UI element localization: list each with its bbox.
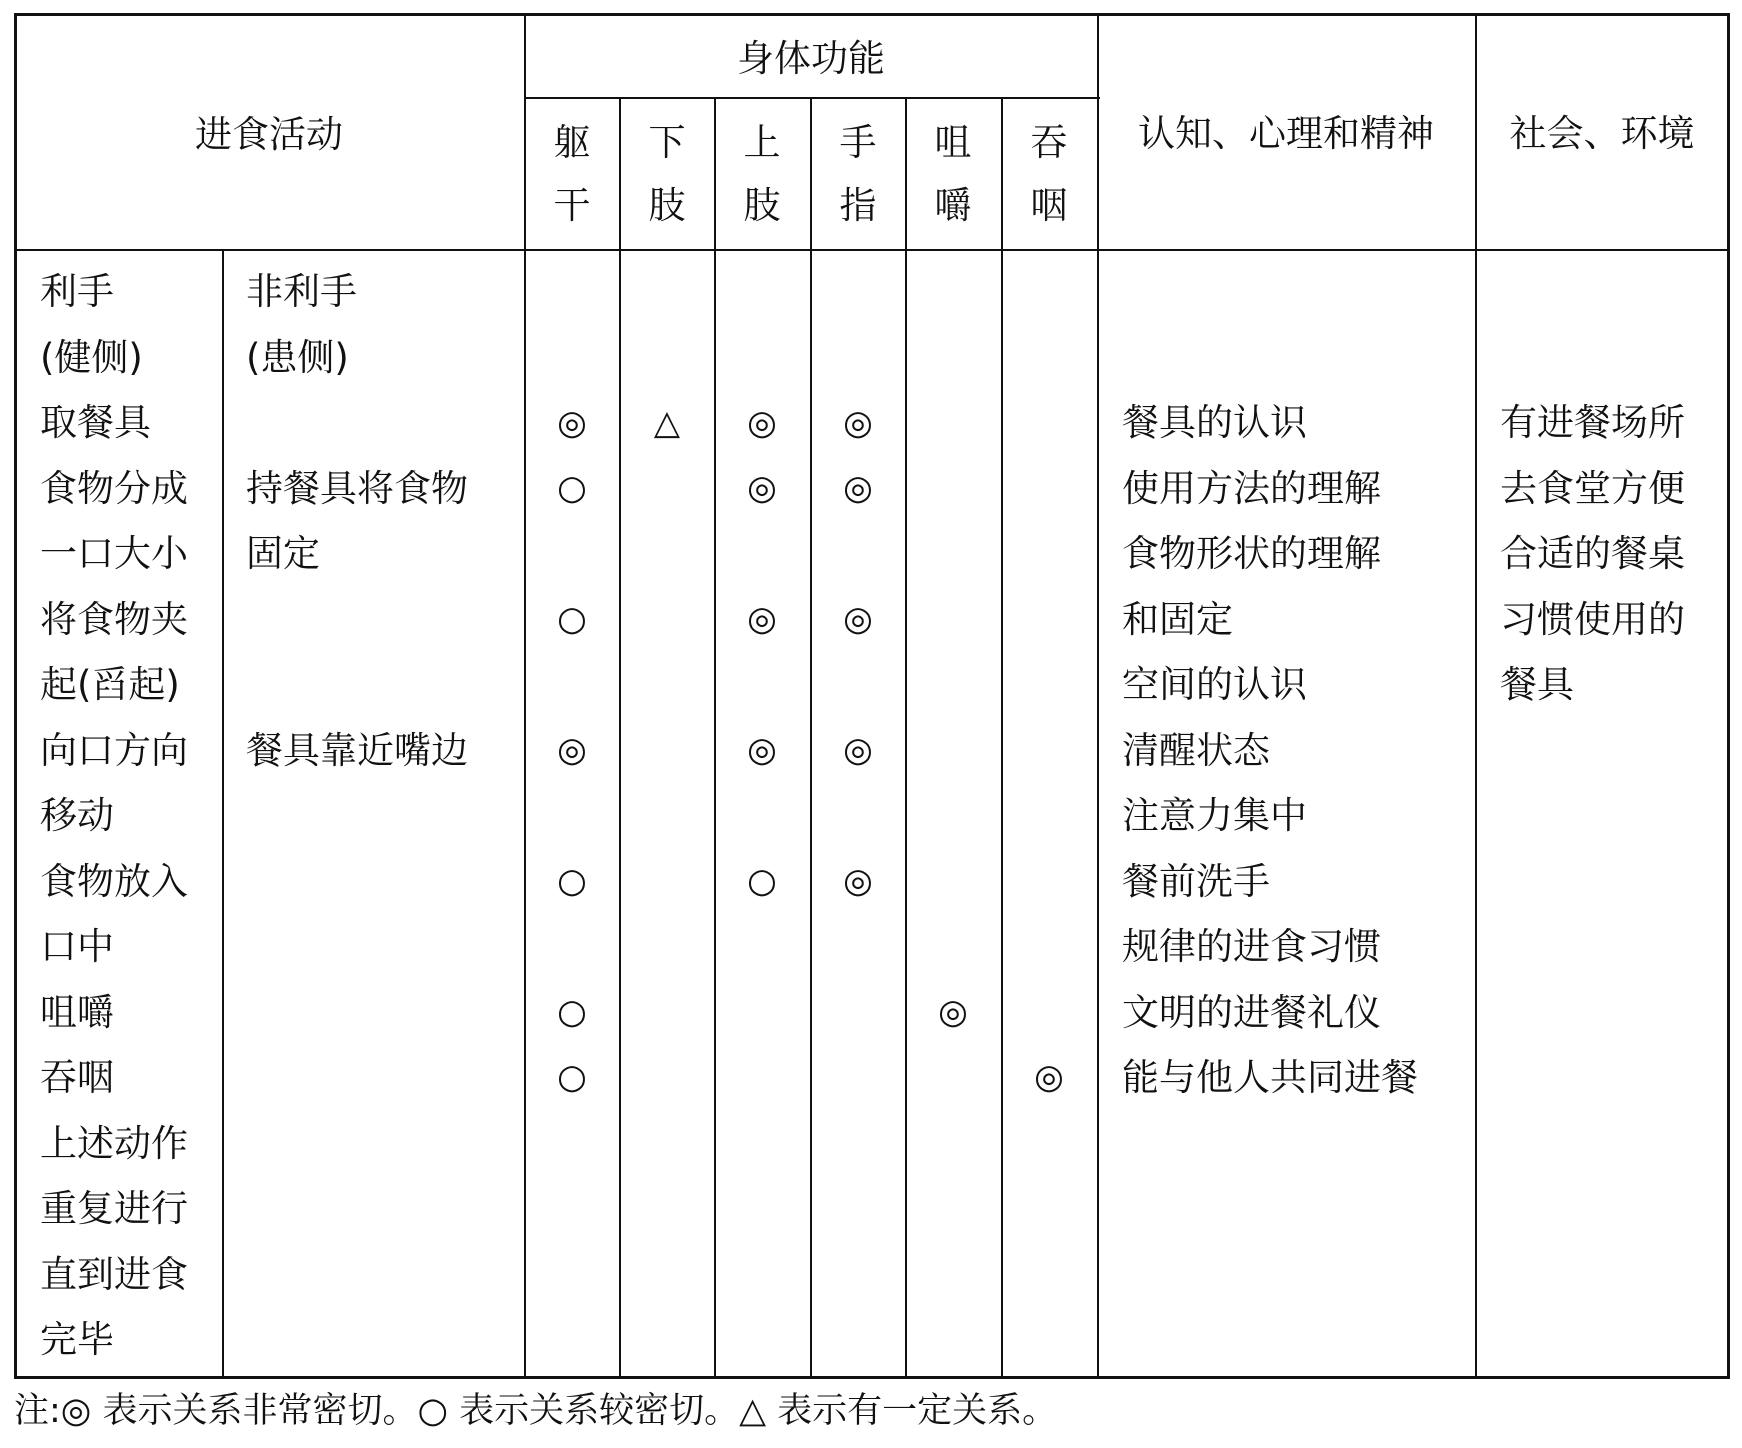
cognition-item: 餐前洗手 bbox=[1122, 859, 1270, 903]
dominant-hand-line: 吞咽 bbox=[40, 1056, 114, 1099]
sub-column-header-4: 指 bbox=[839, 184, 877, 227]
cognition-item: 清醒状态 bbox=[1122, 728, 1270, 772]
sub-column-divider bbox=[905, 98, 907, 1379]
non-dominant-hand-line: 固定 bbox=[246, 532, 320, 575]
sub-column-header-3: 上 bbox=[743, 121, 781, 164]
cognition-item: 文明的进餐礼仪 bbox=[1122, 990, 1381, 1034]
sub-column-divider bbox=[1001, 98, 1003, 1379]
relation-symbol: ◎ bbox=[843, 403, 873, 443]
activity-column-divider bbox=[524, 13, 526, 1379]
social-item: 习惯使用的 bbox=[1500, 597, 1685, 641]
relation-symbol: ○ bbox=[557, 861, 587, 901]
cognition-item: 空间的认识 bbox=[1122, 663, 1307, 706]
header-bottom-line bbox=[14, 249, 1730, 251]
sub-column-header-4: 手 bbox=[839, 121, 877, 164]
cognition-item: 食物形状的理解 bbox=[1122, 532, 1381, 575]
dominant-hand-line: 咀嚼 bbox=[40, 990, 114, 1034]
relation-symbol: ◎ bbox=[557, 403, 587, 443]
non-dominant-hand-line: 持餐具将食物 bbox=[246, 466, 468, 510]
cognition-item: 和固定 bbox=[1122, 597, 1233, 641]
cognition-item: 餐具的认识 bbox=[1122, 401, 1307, 444]
dominant-hand-line: (健侧) bbox=[40, 335, 143, 379]
relation-symbol: ◎ bbox=[938, 992, 968, 1032]
sub-column-divider bbox=[714, 98, 716, 1379]
cognition-column bbox=[1122, 390, 1418, 1111]
sub-column-divider bbox=[619, 98, 621, 1379]
sub-column-header-6: 咽 bbox=[1030, 184, 1068, 227]
sub-column-divider bbox=[810, 98, 812, 1379]
dominant-hand-line: 移动 bbox=[40, 794, 114, 837]
dominant-hand-column bbox=[40, 259, 188, 1373]
relation-symbol: ◎ bbox=[1034, 1057, 1064, 1097]
sub-column-header-5: 嚼 bbox=[934, 184, 972, 227]
non-dominant-hand-column bbox=[246, 259, 468, 783]
social-item: 有进餐场所 bbox=[1500, 401, 1685, 444]
social-item: 餐具 bbox=[1500, 663, 1574, 706]
non-dominant-hand-line bbox=[246, 390, 468, 456]
non-dominant-hand-line: 非利手 bbox=[246, 270, 357, 313]
dominant-hand-line: 口中 bbox=[40, 925, 114, 968]
dominant-hand-line: 利手 bbox=[40, 270, 114, 313]
dominant-hand-line: 将食物夹 bbox=[40, 597, 188, 641]
cognition-right-divider bbox=[1475, 13, 1477, 1379]
cognition-item: 注意力集中 bbox=[1122, 794, 1307, 837]
non-dominant-hand-line: (患侧) bbox=[246, 335, 349, 379]
relation-symbol: ◎ bbox=[843, 468, 873, 508]
social-item: 去食堂方便 bbox=[1500, 466, 1685, 510]
relation-symbol: ○ bbox=[557, 992, 587, 1032]
relation-symbol: ◎ bbox=[843, 599, 873, 639]
sub-column-header-1: 干 bbox=[553, 184, 591, 227]
relation-symbol: ○ bbox=[557, 468, 587, 508]
dominant-hand-line: 完毕 bbox=[40, 1318, 114, 1361]
body-function-divider bbox=[525, 97, 1100, 99]
relation-symbol: ◎ bbox=[747, 599, 777, 639]
header-cognition: 认知、心理和精神 bbox=[1138, 112, 1434, 155]
dominant-hand-line: 食物放入 bbox=[40, 859, 188, 903]
body-function-right-divider bbox=[1097, 13, 1099, 1379]
dominant-hand-line: 取餐具 bbox=[40, 401, 151, 444]
dominant-hand-line: 重复进行 bbox=[40, 1187, 188, 1230]
relation-symbol: ◎ bbox=[843, 730, 873, 770]
non-dominant-hand-line: 餐具靠近嘴边 bbox=[246, 728, 468, 772]
dominant-hand-line: 直到进食 bbox=[40, 1252, 188, 1296]
dominant-hand-line: 食物分成 bbox=[40, 466, 188, 510]
relation-symbol: △ bbox=[653, 403, 681, 443]
sub-column-header-1: 躯 bbox=[553, 121, 591, 164]
sub-column-header-3: 肢 bbox=[743, 184, 781, 227]
header-body-function: 身体功能 bbox=[737, 37, 885, 80]
table-footnote: 注:◎ 表示关系非常密切。○ 表示关系较密切。△ 表示有一定关系。 bbox=[14, 1391, 1058, 1431]
non-dominant-hand-line bbox=[246, 652, 468, 718]
header-social: 社会、环境 bbox=[1509, 112, 1695, 155]
header-activity: 进食活动 bbox=[195, 113, 343, 156]
relation-symbol: ◎ bbox=[747, 468, 777, 508]
relation-symbol: ○ bbox=[747, 861, 777, 901]
relation-symbol: ○ bbox=[557, 1057, 587, 1097]
social-item: 合适的餐桌 bbox=[1500, 532, 1685, 575]
cognition-item: 使用方法的理解 bbox=[1122, 466, 1381, 510]
sub-column-header-2: 肢 bbox=[648, 184, 686, 227]
dominant-hand-line: 一口大小 bbox=[40, 532, 188, 575]
social-column bbox=[1500, 390, 1685, 718]
sub-column-header-2: 下 bbox=[648, 121, 686, 164]
relation-symbol: ◎ bbox=[843, 861, 873, 901]
non-dominant-hand-line bbox=[246, 587, 468, 653]
hand-column-divider bbox=[222, 249, 224, 1379]
relation-symbol: ◎ bbox=[747, 730, 777, 770]
dominant-hand-line: 上述动作 bbox=[40, 1121, 188, 1165]
sub-column-header-6: 吞 bbox=[1030, 121, 1068, 164]
cognition-item: 能与他人共同进餐 bbox=[1122, 1056, 1418, 1099]
relation-symbol: ◎ bbox=[557, 730, 587, 770]
sub-column-header-5: 咀 bbox=[934, 121, 972, 164]
dominant-hand-line: 向口方向 bbox=[40, 728, 188, 772]
relation-symbol: ◎ bbox=[747, 403, 777, 443]
dominant-hand-line: 起(舀起) bbox=[40, 663, 180, 706]
cognition-item: 规律的进食习惯 bbox=[1122, 925, 1381, 968]
relation-symbol: ○ bbox=[557, 599, 587, 639]
